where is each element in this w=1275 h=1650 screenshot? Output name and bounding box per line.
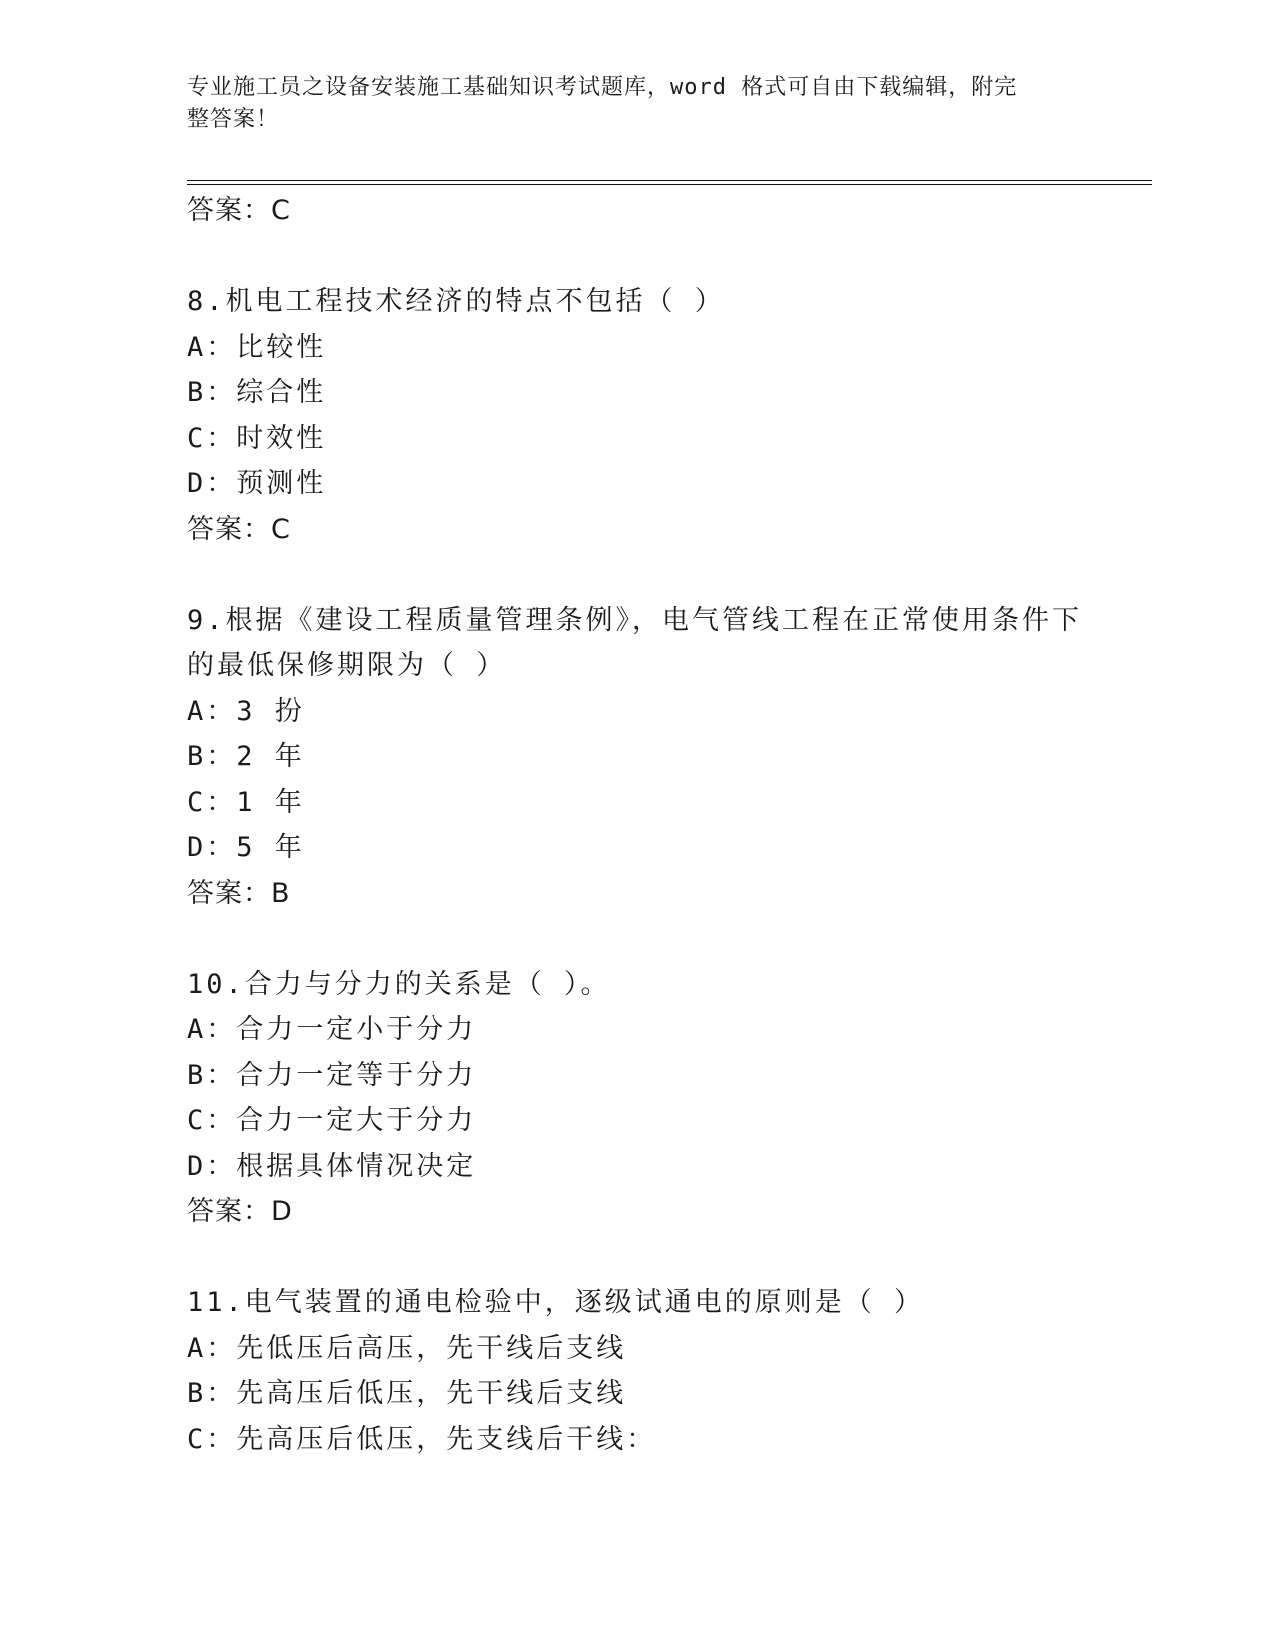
option-c: C：合力一定大于分力 — [187, 1105, 477, 1136]
answer: 答案：D — [187, 1196, 293, 1227]
question-8 — [187, 279, 1087, 552]
option-c: C：1 年 — [187, 786, 305, 818]
option-b: B：先高压后低压，先干线后支线 — [187, 1378, 627, 1409]
option-d: D：5 年 — [187, 832, 305, 863]
question-stem: 11.电气装置的通电检验中，逐级试通电的原则是（ ） — [187, 1287, 925, 1318]
option-c: C：时效性 — [187, 422, 327, 454]
option-b: B：综合性 — [187, 377, 327, 408]
question-10 — [187, 962, 1087, 1235]
option-b: B：合力一定等于分力 — [187, 1059, 477, 1091]
option-b: B：2 年 — [187, 741, 305, 772]
answer: 答案：C — [187, 513, 291, 545]
answer: 答案：B — [187, 877, 291, 909]
previous-answer: 答案：C — [187, 195, 291, 226]
question-stem-continued: 的最低保修期限为（ ） — [187, 650, 507, 681]
question-stem: 9.根据《建设工程质量管理条例》，电气管线工程在正常使用条件下 — [187, 604, 1083, 636]
header-line-1: 专业施工员之设备安装施工基础知识考试题库，word 格式可自由下载编辑，附完 — [187, 75, 1018, 100]
option-c: C：先高压后低压，先支线后干线： — [187, 1423, 657, 1455]
question-9 — [187, 598, 1087, 917]
question-list — [187, 188, 1087, 1462]
option-d: D：根据具体情况决定 — [187, 1150, 477, 1182]
option-a: A：比较性 — [187, 331, 327, 363]
option-a: A：合力一定小于分力 — [187, 1014, 477, 1045]
question-11 — [187, 1280, 1087, 1462]
header-divider-top — [187, 180, 1152, 181]
header-divider-bottom — [187, 184, 1152, 185]
header-line-2: 整答案！ — [187, 107, 280, 132]
option-d: D：预测性 — [187, 468, 327, 499]
question-stem: 10.合力与分力的关系是（ ）。 — [187, 968, 611, 1000]
option-a: A：先低压后高压，先干线后支线 — [187, 1332, 627, 1364]
option-a: A：3 扮 — [187, 695, 305, 727]
document-header — [187, 72, 1067, 136]
question-stem: 8.机电工程技术经济的特点不包括（ ） — [187, 286, 725, 317]
